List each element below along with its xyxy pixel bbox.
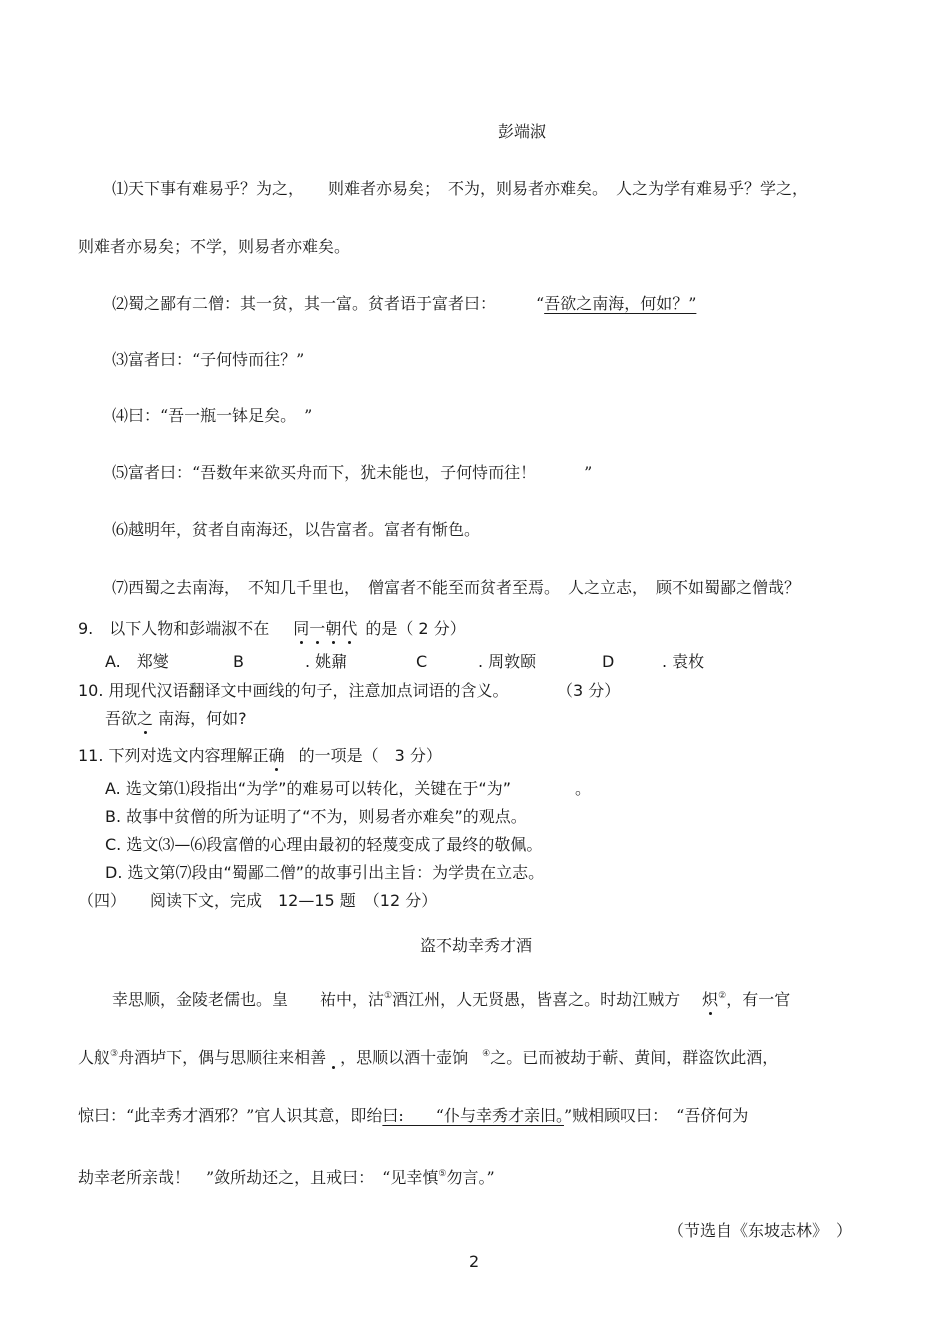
question-9-option-d-letter: D	[602, 652, 615, 671]
question-11-stem: 11. 下列对选文内容理解正确 的一项是（ 3 分）	[78, 746, 442, 765]
dotted-word: 炽	[702, 990, 719, 1009]
question-9-option-d: . 袁枚	[662, 652, 705, 671]
footnote-marker: ③	[110, 1049, 119, 1059]
footnote-marker: ②	[718, 991, 727, 1001]
passage-4-line-4: 劫幸老所亲哉！ ”敛所劫还之，且戒曰： “见幸慎⑤勿言。”	[78, 1168, 495, 1187]
section-4-title: 盗不劫幸秀才酒	[420, 936, 533, 955]
question-10-sentence: 吾欲之 南海，何如?	[105, 709, 247, 728]
page-number: 2	[469, 1252, 480, 1271]
passage-author: 彭端淑	[498, 122, 547, 141]
question-11-option-b: B. 故事中贫僧的所为证明了“不为，则易者亦难矣”的观点。	[105, 807, 527, 826]
question-9-stem: 9. 以下人物和彭端淑不在 同一朝代 的是（ 2 分）	[78, 619, 466, 638]
question-9-option-c: . 周敦颐	[478, 652, 537, 671]
dotted-word: 之	[137, 709, 154, 728]
section-4-heading: （四） 阅读下文，完成 12—15 题 （12 分）	[78, 891, 438, 910]
paragraph-1-line-2: 则难者亦易矣；不学，则易者亦难矣。	[78, 237, 351, 256]
question-9-option-b: . 姚鼐	[305, 652, 348, 671]
paragraph-6: ⑹越明年，贫者自南海还，以告富者。富者有惭色。	[112, 520, 481, 539]
underlined-sentence: 曰: “仆与幸秀才亲旧。	[382, 1106, 564, 1125]
question-11-option-d: D. 选文第⑺段由“蜀鄙二僧”的故事引出主旨：为学贵在立志。	[105, 863, 545, 882]
question-9-option-c-letter: C	[416, 652, 428, 671]
paragraph-1-line-1: ⑴天下事有难易乎？为之， 则难者亦易矣； 不为，则易者亦难矣。 人之为学有难易乎？学之，	[112, 179, 809, 198]
passage-4-line-2: 人舣③舟酒垆下，偶与思顺往来相善 ，思顺以酒十壶饷 ④之。已而被劫于蕲、黄间，群盗饮此酒，	[78, 1048, 779, 1067]
passage-4-line-1: 幸思顺，金陵老儒也。皇 祐中，沽①酒江州，人无贤愚，皆喜之。时劫江贼方 炽②，有一官	[112, 990, 791, 1009]
footnote-marker: ①	[384, 991, 393, 1001]
question-11-option-a: A. 选文第⑴段指出“为学”的难易可以转化，关键在于“为” 。	[105, 779, 591, 798]
paragraph-3: ⑶富者曰：“子何恃而往？”	[112, 350, 305, 369]
question-10-score: （3 分）	[557, 681, 621, 700]
underlined-sentence: 吾欲之南海，何如？”	[544, 294, 697, 313]
question-11-option-c: C. 选文⑶—⑹段富僧的心理由最初的轻蔑变成了最终的敬佩。	[105, 835, 543, 854]
question-9-option-b-letter: B	[233, 652, 244, 671]
question-9-option-a: A. 郑燮	[105, 652, 169, 671]
paragraph-4: ⑷曰：“吾一瓶一钵足矣。 ”	[112, 406, 313, 425]
paragraph-2-text: ⑵蜀之鄙有二僧：其一贫，其一富。贫者语于富者曰： “	[112, 294, 545, 313]
paragraph-5: ⑸富者曰：“吾数年来欲买舟而下，犹未能也，子何恃而往！ ”	[112, 463, 593, 482]
paragraph-7: ⑺西蜀之去南海， 不知几千里也， 僧富者不能至而贫者至焉。 人之立志， 顾不如蜀鄙之僧哉？	[112, 578, 801, 597]
paragraph-2	[112, 293, 696, 315]
source-citation: （节选自《东坡志林》 ）	[668, 1221, 853, 1240]
passage-4-line-3: 惊曰：“此幸秀才酒邪？”官人识其意，即绐曰: “仆与幸秀才亲旧。”贼相顾叹曰： “吾侪何为	[78, 1106, 749, 1125]
question-10-stem: 10. 用现代汉语翻译文中画线的句子，注意加点词语的含义。	[78, 681, 509, 700]
footnote-marker: ⑤	[438, 1169, 447, 1179]
footnote-marker: ④	[482, 1049, 491, 1059]
